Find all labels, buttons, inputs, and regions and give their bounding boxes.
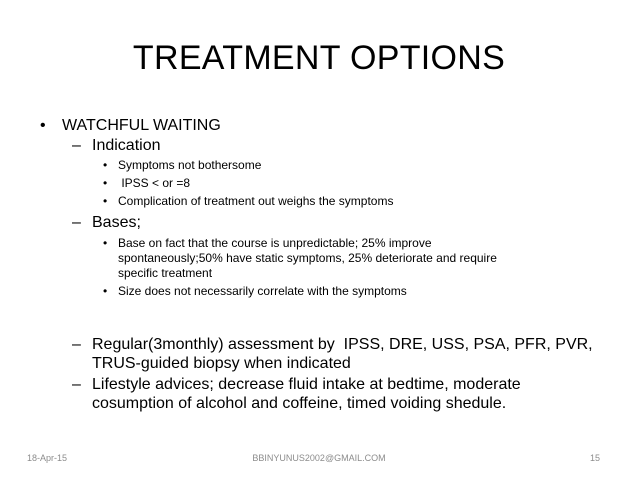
bullet-dash: – [72,137,81,154]
indication-item: Complication of treatment out weighs the symptoms [118,194,394,208]
slide-title: TREATMENT OPTIONS [132,39,506,77]
bases-label: Bases; [92,214,141,231]
bullet-dot: • [103,284,108,298]
watchful-waiting-heading: WATCHFUL WAITING [62,117,221,134]
indication-label: Indication [92,137,161,154]
bullet-dot: • [103,158,108,172]
indication-item: IPSS < or =8 [118,176,191,190]
bullet-dash: – [72,376,81,393]
bases-item: Size does not necessarily correlate with the symptoms [118,284,407,298]
bullet-dot: • [40,117,46,134]
bases-item-line: Base on fact that the course is unpredictable; 25% improve [118,236,432,250]
footer-page-number: 15 [590,453,601,463]
bullet-dash: – [72,336,81,353]
regular-assessment-line: TRUS-guided biopsy when indicated [92,355,351,372]
bullet-dot: • [103,236,108,250]
bullet-dash: – [72,214,81,231]
footer-email: BBINYUNUS2002@GMAIL.COM [252,453,386,463]
lifestyle-line: cosumption of alcohol and coffeine, timed voiding shedule. [92,395,507,412]
bases-item-line: specific treatment [118,266,213,280]
regular-assessment-line: Regular(3monthly) assessment by IPSS, DRE, USS, PSA, PFR, PVR, [92,336,593,353]
bullet-dot: • [103,176,108,190]
bullet-dot: • [103,194,108,208]
lifestyle-line: Lifestyle advices; decrease fluid intake at bedtime, moderate [92,376,521,393]
footer-date: 18-Apr-15 [27,453,68,463]
indication-item: Symptoms not bothersome [118,158,262,172]
bases-item-line: spontaneously;50% have static symptoms, 25% deteriorate and require [118,251,497,265]
